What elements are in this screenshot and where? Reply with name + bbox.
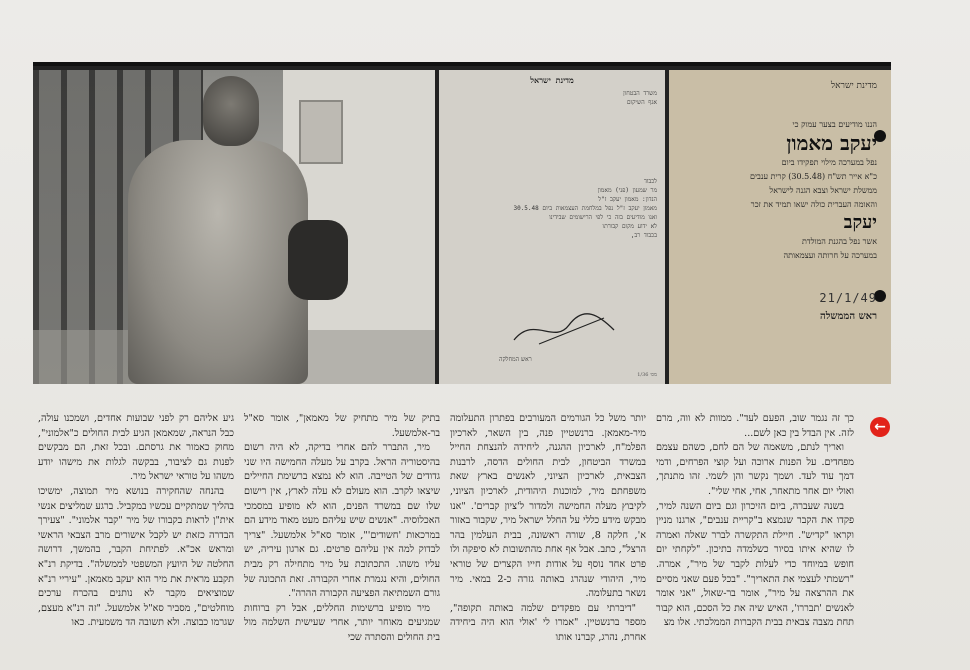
- certificate-line: כ"א אייר תש"ח (30.5.48) קרית ענבים: [749, 172, 877, 181]
- folded-jacket: [288, 220, 348, 300]
- letter-line: בכבוד רב,: [630, 232, 657, 239]
- article-column-4: [38, 412, 234, 670]
- letter-sub-1: משרד הבטחון: [623, 90, 657, 97]
- letter-body: [447, 76, 657, 240]
- official-letter-image: [439, 70, 665, 384]
- letter-signature-title: ראש המחלקה: [499, 356, 532, 363]
- certificate-name: יעקב מאמון: [786, 131, 877, 155]
- certificate-line: אשר נפל בהגנת המולדת: [802, 237, 877, 246]
- letter-line: לא ידוע מקום קבורתו: [602, 223, 657, 230]
- letter-lines: [447, 177, 657, 240]
- paragraph: "דיברתי עם מפקדים שלמה באותה תקופה", מספר ברנשטיין. "אמרו לי 'אולי הוא היה ביחידה אחרת, נהרג, קברנו אותו: [450, 602, 646, 643]
- letter-line: מר שמעון (פני) מאמון: [597, 187, 657, 194]
- certificate-body: [673, 74, 887, 380]
- paragraph: יותר משל כל הגורמים המעורבים בפתרון התעלומה מיר-מאמאן. ברנשטיין פנה, בין השאר, לארכיון הפלמ"ח, לארכיון ההגנה, ליחידה להנצחת החייל במשרד הביטחון, לבית החולים הדסה, לרבנות הצבאית, לא‏רכיון הציוני, לאנשים בארץ שאת משפח‏תם מיר, למוכנות היהודית, לארכיון הציו‏ני, לקיבוץ מעלה החמישה ולמדור ל'ציון קברים'. "אנו מבקש מידע כללי על החלל ישראל מיר, שקבור באזור א', חלקה 8, שורה ראשונה, בבית העלמין בהר הרצל", כתב. אבל אף אחת מהתשובות לא סיפקה ולו פרט אחד נוסף על אודות חייו הקצרים של טוראי מיר, היהודי שנהרג באותה גזרה כ-2 במאי. מיר נשאר בתעלומה.: [450, 413, 646, 600]
- arrow-left-icon: ←: [870, 417, 890, 437]
- paragraph: ואריך לנתם, משאמה של הם לחם, כשהם עצמם מפחדים. על הפנות ארוכה ועל קוצי הפרחים, ודמי דמך עוד לעד. ושמך נקשר והן לשמי. זהו מתנתך, ואולי יום אחר מתא‏חר, אחי, אחי שלי".: [656, 442, 854, 497]
- letter-line: הנדון: מאמון יעקב ז"ל: [598, 196, 657, 203]
- certificate-name-2: יעקב: [843, 212, 877, 233]
- certificate-date: 21/1/49: [819, 291, 877, 305]
- letter-line: לכבוד: [643, 178, 657, 185]
- letter-line: מאמון יעקב ז"ל נפל במלחמת העצמאות ביום 30.5.48: [513, 205, 657, 212]
- signature-scribble: [509, 310, 619, 350]
- article-column-2: [450, 412, 646, 670]
- certificate-line: והאומה העברית כולה ישאו תמיד את זכר: [750, 200, 877, 209]
- article-column-1: [656, 412, 854, 670]
- soldier-photo: [33, 70, 435, 384]
- paragraph: בתיק של מיר מתחיק של מאמאן", אומר סא"ל בר-אלמשעל.: [244, 413, 440, 439]
- soldier-head: [203, 76, 259, 146]
- photo-strip: [33, 62, 891, 384]
- paragraph: גיע אליהם רק לפני שבועות אחדים, וש‏מכנו עולה, כבל הנראה, שמאמאן הגיע לבית החולים כ"אלמוני", מחוק כאמור את גרסתם. ובכל זאת, הם מבקשים לפנות גם לציבור, בבקשה לגלות את מישהו יודע משהו על טוראי ישראל מיר.: [38, 413, 234, 483]
- certificate-line: הננו מודיעים בצער עמוק כי: [792, 120, 877, 129]
- memorial-certificate-image: [669, 70, 891, 384]
- paragraph: בשנה שעברה, ביום הזיכרון וגם ביום השנה למיר, פקדו את הקבר שנמצא ב"קריית ענבים", ארגנו מניין וקראו "קדיש". חיילת התקשרה לברר שאלה ואמרה לו שהיא איתו בסיור כשלמדה בתיכון. "לקחתי יום חופש במיוחד כדי לעלות לקבר של מיר", אמרה. "רשמתי לעצמי את התאריך". "בכל פעם שאני מסיים את ההרצאה על מיר", אומר בר-שאול, "אני אומר לאנשים 'תבררו', הא‏יש שיה את כל הסכם, הוא קבור תחת מצבה צבאית בבית הקברות הממלכתי. אלו מצ‏: [656, 500, 854, 629]
- letter-line: ואנו מודיעים בזה כי לפי הרישומים שבידינו: [549, 214, 657, 221]
- building-window: [299, 100, 343, 164]
- paragraph: מיר מופיע ברשימות החללים, אבל רק ברוחות שמגיעים מאוחר יותר, אחרי שעי‏שית השלמה מול בית החולים והסתרה שכי: [244, 602, 440, 643]
- paragraph: בהנחה שהחקירה בנושא מיר תמוצה, ימשיכו בהליך שמתקיים עכשיו במקביל. ברגע שמליצים אנשי אית"ן לראות בקבורו של מיר "קבר אלמוני". "צעירך הבדרה כזאת יש לקבל אישורים מרב הצבאי הראשי ומ‏ראש אכ"א. לפתיחת הקבר, בהמשך, דרושה החלטה של היועץ המשפטי לממשלה". בדי‏קת רנ"א תקבע מראית את מיר הוא יעקב מאמאן. "עיריי רנ"א שמוציאים מקבר לא נותנים בהכרח ערכים מוחלטים", מסביר סא"ל אלמשעל. "זה רנ"א מעצם, שגר‏מו כבוצה. ולא תשובה הד משמעית. כאו: [38, 485, 234, 629]
- letter-sub-2: אגף השיקום: [626, 99, 657, 106]
- certificate-line: ממשלת ישראל וצבא הגנה לישראל: [769, 186, 877, 195]
- soldier-figure: [128, 140, 308, 384]
- paragraph: כך זה נגמר שוב, הפעם לעד". ממוות לא‏ ווה, מרם לזה. אין הבדל בין כאן לשם...: [656, 413, 854, 439]
- certificate-top: מדינת ישראל: [830, 81, 877, 91]
- article-columns: [36, 412, 862, 670]
- article-column-3: [244, 412, 440, 670]
- certificate-line: במערכה על חרותה ועצמאותה: [783, 251, 877, 260]
- paragraph: מיר, התברר להם אחרי בדיקה, לא היה רשום בהיסטוריה הראל. בקרב על מעלה החמי‏שה היו שני גדודים של הטייבה. הוא לא נמצא ברשימת החיילים שיצאו לקרב. הוא מעולם לא עלה לארץ, אין רישום שלו שם במשרד הפנים, הוא לא מופיע במסמכי האכלוסיה. "אנשים שיש עליהם מעט מאוד מידע הם במרכאות 'חשודים'", אומר סא"ל אלמש‏על. "צריך לבדוק למה אין עליהם פרטים. גם ארגון עיריה, יש עליו משהו. התכתובת על מיר מתחילה רק מבית החולים, והיא נגמרת אחרי הקבורה. זאת התכונה של גורם השמ‏תיאה הפציעה הקבורה ההרה".: [244, 442, 440, 600]
- certificate-signatory: ראש הממשלה: [819, 311, 877, 322]
- certificate-line: נפל במערכה מילוי תפקידו ביום: [781, 158, 877, 167]
- letter-header: מדינת ישראל: [530, 76, 574, 85]
- letter-footer: מס׳ 1/36: [637, 372, 657, 378]
